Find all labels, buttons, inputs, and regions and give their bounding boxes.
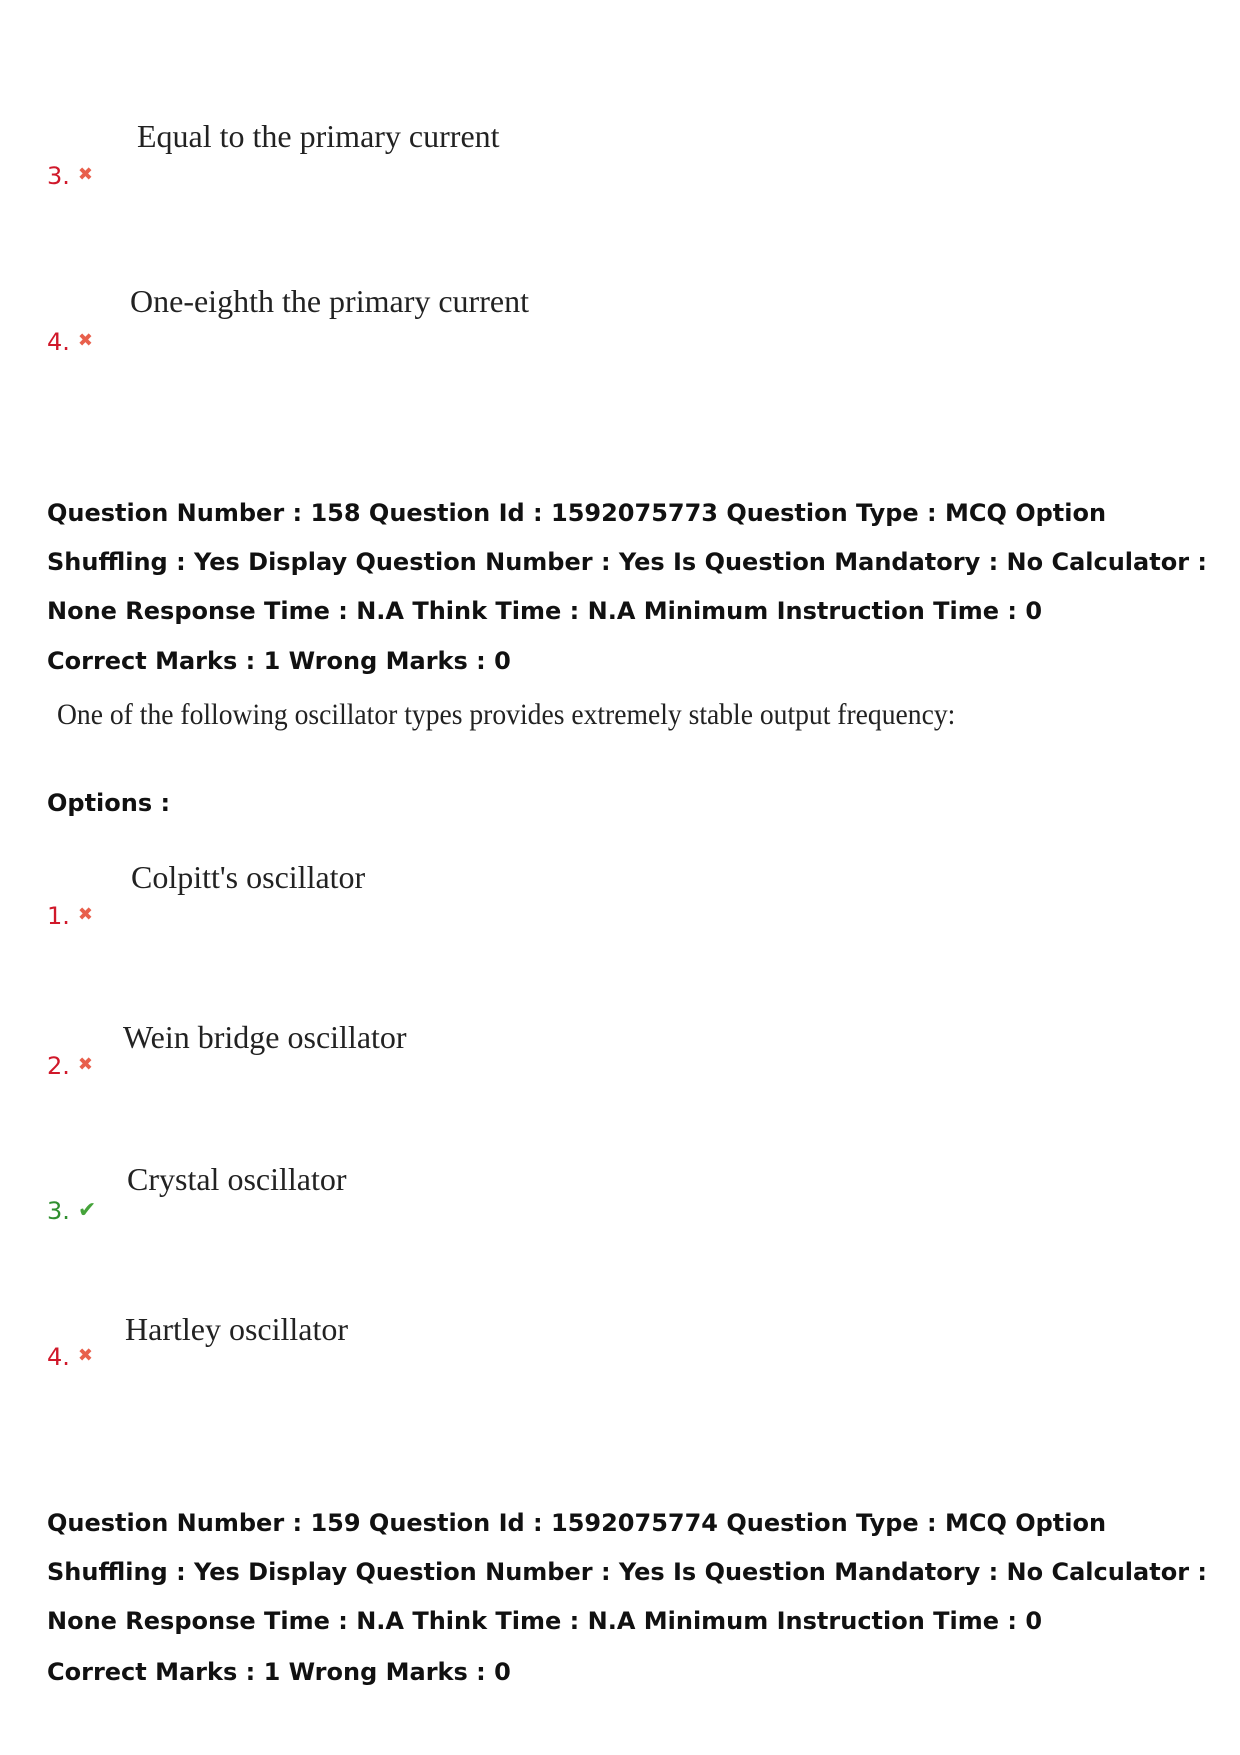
question-meta: Question Number : 159 Question Id : 1592075774 Question Type : MCQ Option Shuffling : Yes Display Question Number : Yes Is Question Mandatory : No Calculator : None Response Time : N.A Think Time : N.A Minimum Instruction Time : 0 [47, 1509, 1207, 1635]
option-number [47, 1052, 93, 1080]
question-marks: Correct Marks : 1 Wrong Marks : 0 [47, 1658, 511, 1686]
cross-mark-icon: ✖ [77, 330, 93, 351]
question-marks: Correct Marks : 1 Wrong Marks : 0 [47, 647, 511, 675]
option-number [47, 1197, 96, 1225]
option-number [47, 328, 93, 356]
option-text: Equal to the primary current [137, 118, 500, 154]
option-text: Wein bridge oscillator [123, 1019, 407, 1055]
option-number-label: 4. [47, 1343, 70, 1371]
option-text: Colpitt's oscillator [131, 859, 366, 895]
option-text: One-eighth the primary current [130, 283, 529, 319]
option-number-label: 3. [47, 162, 70, 190]
cross-mark-icon: ✖ [77, 1054, 93, 1075]
option-number-label: 2. [47, 1052, 70, 1080]
cross-mark-icon: ✖ [77, 1345, 93, 1366]
option-text: Hartley oscillator [125, 1311, 349, 1347]
option-number-label: 4. [47, 328, 70, 356]
option-number [47, 162, 93, 190]
cross-mark-icon: ✖ [77, 904, 93, 925]
option-number [47, 902, 93, 930]
option-number-label: 1. [47, 902, 70, 930]
option-number-label: 3. [47, 1197, 70, 1225]
cross-mark-icon: ✖ [77, 164, 93, 185]
question-text: One of the following oscillator types provides extremely stable output frequency: [57, 698, 956, 731]
check-mark-icon: ✔ [77, 1198, 97, 1223]
option-number [47, 1343, 93, 1371]
options-label: Options : [47, 789, 171, 817]
question-meta: Question Number : 158 Question Id : 1592075773 Question Type : MCQ Option Shuffling : Yes Display Question Number : Yes Is Question Mandatory : No Calculator : None Response Time : N.A Think Time : N.A Minimum Instruction Time : 0 [47, 499, 1207, 625]
option-text: Crystal oscillator [127, 1161, 347, 1197]
